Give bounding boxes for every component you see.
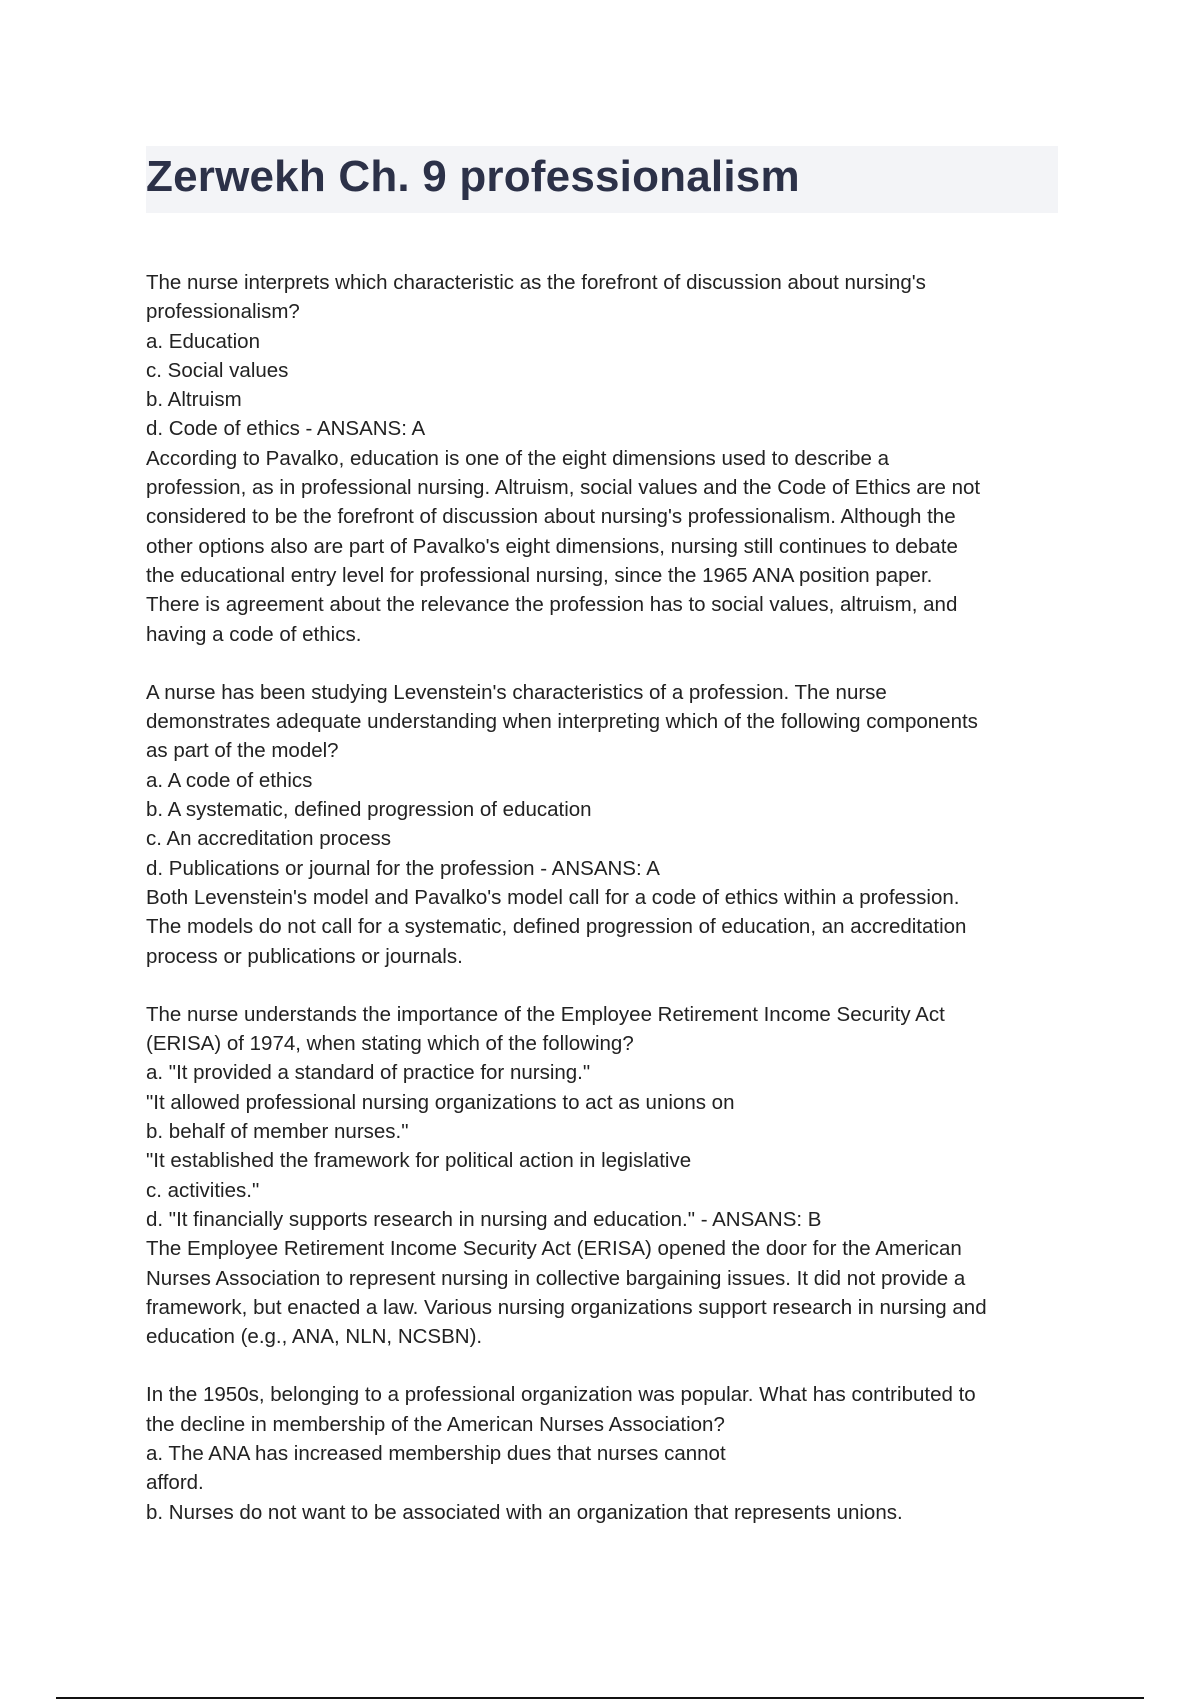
text-line: b. behalf of member nurses." — [146, 1120, 409, 1144]
text-line: Both Levenstein's model and Pavalko's model call for a code of ethics within a profession. — [146, 885, 960, 909]
text-line: d. Code of ethics - ANSANS: A — [146, 417, 426, 441]
text-line: c. activities." — [146, 1178, 260, 1202]
text-line: The Employee Retirement Income Security Act (ERISA) opened the door for the American — [146, 1237, 962, 1261]
text-line: a. A code of ethics — [146, 768, 313, 792]
text-line: the educational entry level for professional nursing, since the 1965 ANA position paper. — [146, 563, 933, 587]
page-title: Zerwekh Ch. 9 professionalism — [146, 152, 800, 201]
text-line: a. "It provided a standard of practice for nursing." — [146, 1061, 591, 1085]
text-line: b. Nurses do not want to be associated with an organization that represents unions. — [146, 1500, 903, 1524]
text-line: as part of the model? — [146, 739, 339, 763]
title-banner — [146, 146, 1058, 213]
text-line: a. The ANA has increased membership dues that nurses cannot — [146, 1441, 726, 1465]
text-line: "It allowed professional nursing organizations to act as unions on — [146, 1090, 735, 1114]
text-line: The nurse understands the importance of the Employee Retirement Income Security Act — [146, 1002, 945, 1026]
text-line: Nurses Association to represent nursing in collective bargaining issues. It did not provide a — [146, 1266, 966, 1290]
text-line: According to Pavalko, education is one of the eight dimensions used to describe a — [146, 446, 890, 470]
text-line: process or publications or journals. — [146, 944, 463, 968]
text-line: other options also are part of Pavalko's eight dimensions, nursing still continues to debate — [146, 534, 958, 558]
text-line: In the 1950s, belonging to a professional organization was popular. What has contributed to — [146, 1383, 976, 1407]
text-line: c. Social values — [146, 358, 289, 382]
text-line: The nurse interprets which characteristic as the forefront of discussion about nursing's — [146, 271, 926, 294]
text-line: d. "It financially supports research in nursing and education." - ANSANS: B — [146, 1207, 822, 1231]
text-line: The models do not call for a systematic, defined progression of education, an accreditation — [146, 915, 967, 939]
text-line: profession, as in professional nursing. Altruism, social values and the Code of Ethics are not — [146, 476, 981, 500]
text-line: the decline in membership of the American Nurses Association? — [146, 1412, 725, 1436]
text-line: b. A systematic, defined progression of education — [146, 798, 592, 822]
question-block — [146, 1380, 1066, 1526]
text-line: demonstrates adequate understanding when interpreting which of the following components — [146, 710, 978, 734]
text-line: education (e.g., ANA, NLN, NCSBN). — [146, 1325, 483, 1349]
text-line: c. An accreditation process — [146, 827, 391, 851]
text-line: a. Education — [146, 329, 260, 353]
question-block — [146, 1000, 1066, 1352]
text-line: considered to be the forefront of discussion about nursing's professionalism. Although the — [146, 505, 956, 529]
text-line: d. Publications or journal for the profession - ANSANS: A — [146, 856, 660, 880]
text-line: professionalism? — [146, 300, 300, 324]
text-line: framework, but enacted a law. Various nursing organizations support research in nursing and — [146, 1295, 987, 1319]
text-line: b. Altruism — [146, 388, 242, 412]
text-line: There is agreement about the relevance the profession has to social values, altruism, and — [146, 593, 958, 617]
footer-divider — [56, 1697, 1144, 1699]
document-body — [146, 268, 1066, 1527]
text-line: (ERISA) of 1974, when stating which of the following? — [146, 1032, 634, 1056]
text-line: "It established the framework for political action in legislative — [146, 1149, 692, 1173]
text-line: A nurse has been studying Levenstein's characteristics of a profession. The nurse — [146, 680, 887, 704]
text-line: having a code of ethics. — [146, 622, 362, 646]
question-block — [146, 268, 1066, 649]
question-block — [146, 678, 1066, 971]
text-line: afford. — [146, 1471, 204, 1495]
